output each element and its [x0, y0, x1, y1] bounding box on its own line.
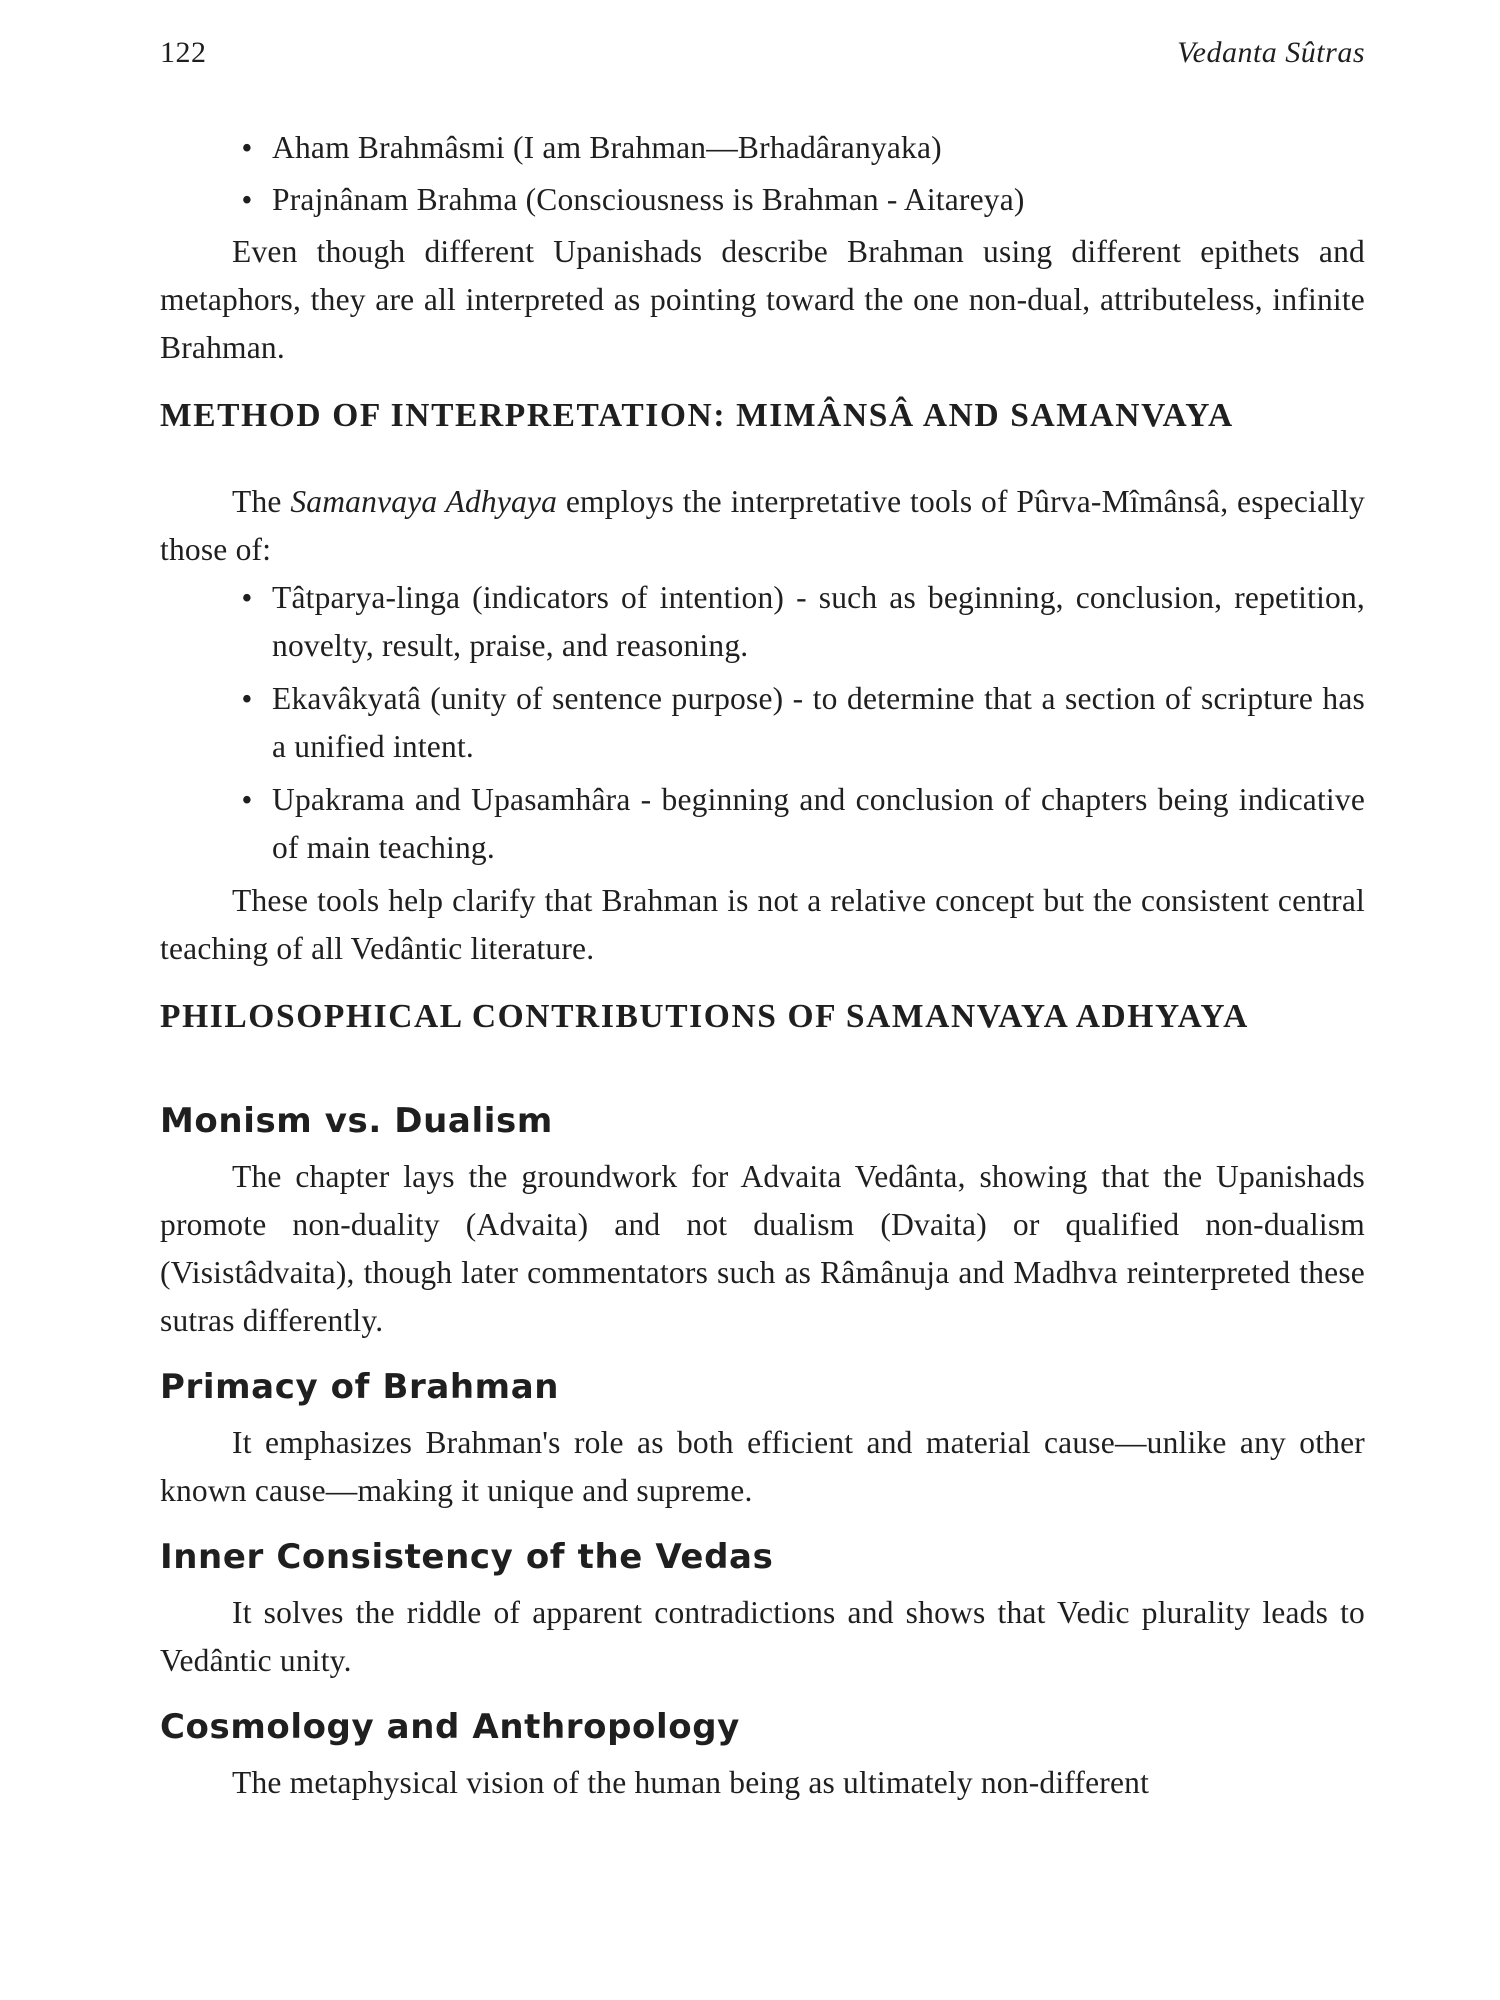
running-head [160, 36, 1365, 76]
page-content [160, 124, 1365, 1807]
cosmology-paragraph: The metaphysical vision of the human being as ultimately non-different [232, 1765, 1150, 1800]
book-page [160, 0, 1365, 2000]
list-item [160, 574, 1365, 670]
list-item [160, 776, 1365, 872]
bullet-text: Upakrama and Upasamhâra - beginning and conclusion of chapters being indicative of main teaching. [272, 782, 1365, 865]
method-bullet-list [160, 574, 1365, 872]
subheading-consistency: Inner Consistency of the Vedas [160, 1537, 774, 1577]
method-paragraph [160, 478, 1365, 574]
bullet-icon: • [241, 580, 253, 615]
page-number: 122 [160, 36, 207, 69]
subheading-cosmology: Cosmology and Anthropology [160, 1707, 740, 1747]
bullet-icon: • [241, 182, 253, 217]
method-closing-paragraph: These tools help clarify that Brahman is not a relative concept but the consistent central teaching of all Vedântic literature. [160, 883, 1365, 966]
work-title-italic: Samanvaya Adhyaya [290, 484, 558, 519]
list-item [160, 675, 1365, 771]
bullet-icon: • [241, 130, 253, 165]
section-heading-contributions: PHILOSOPHICAL CONTRIBUTIONS OF SAMANVAYA ADHYAYA [160, 998, 1249, 1035]
book-title: Vedanta Sûtras [1177, 36, 1365, 69]
consistency-paragraph: It solves the riddle of apparent contradictions and shows that Vedic plurality leads to Vedântic unity. [160, 1595, 1365, 1678]
intro-bullet-list [160, 124, 1365, 224]
monism-paragraph: The chapter lays the groundwork for Advaita Vedânta, showing that the Upanishads promote non-duality (Advaita) and not dualism (Dvaita) or qualified non-dualism (Visistâdvaita), though later commentators such as Râmânuja and Madhva reinterpreted these sutras differently. [160, 1159, 1365, 1338]
list-item [160, 176, 1365, 224]
bullet-icon: • [241, 681, 253, 716]
section-heading-method: METHOD OF INTERPRETATION: MIMÂNSÂ AND SAMANVAYA [160, 397, 1234, 434]
bullet-text: Tâtparya-linga (indicators of intention) - such as beginning, conclusion, repetition, novelty, result, praise, and reasoning. [272, 580, 1365, 663]
list-item [160, 124, 1365, 172]
bullet-text: Prajnânam Brahma (Consciousness is Brahman - Aitareya) [272, 182, 1025, 217]
method-paragraph-start: The [232, 484, 291, 519]
bullet-icon: • [241, 782, 253, 817]
subheading-monism: Monism vs. Dualism [160, 1101, 553, 1141]
method-paragraph-end: employs the interpretative tools of Pûrva-Mîmânsâ, especially those of: [160, 484, 1365, 567]
bullet-text: Aham Brahmâsmi (I am Brahman—Brhadâranyaka) [272, 130, 942, 165]
intro-paragraph: Even though different Upanishads describe Brahman using different epithets and metaphors, they are all interpreted as pointing toward the one non-dual, attributeless, infinite Brahman. [160, 234, 1365, 365]
primacy-paragraph: It emphasizes Brahman's role as both efficient and material cause—unlike any other known cause—making it unique and supreme. [160, 1425, 1365, 1508]
bullet-text: Ekavâkyatâ (unity of sentence purpose) - to determine that a section of scripture has a unified intent. [272, 681, 1365, 764]
subheading-primacy: Primacy of Brahman [160, 1367, 560, 1407]
